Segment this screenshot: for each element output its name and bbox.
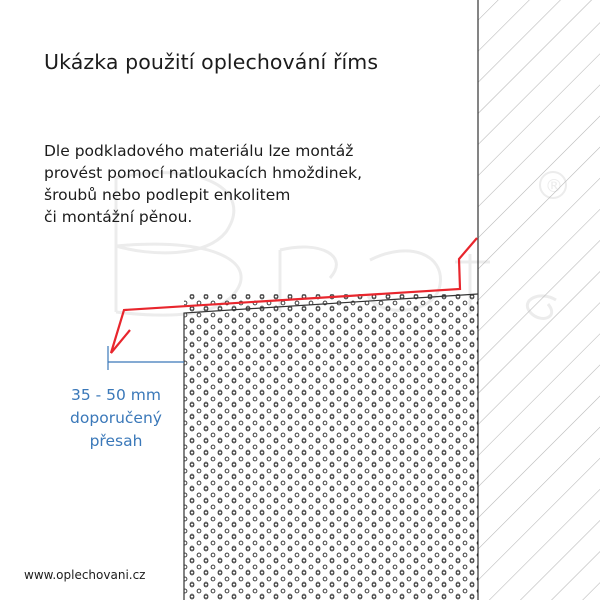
overhang-size: 35 - 50 mm: [70, 386, 162, 404]
sill-masonry: [184, 294, 478, 600]
mounting-description: [44, 140, 464, 228]
description-line: šroubů nebo podlepit enkolitem: [44, 186, 291, 204]
description-line: Dle podkladového materiálu lze montáž: [44, 142, 354, 160]
description-line: provést pomocí natloukacích hmoždinek,: [44, 164, 363, 182]
page-title: Ukázka použití oplechování říms: [44, 50, 379, 74]
description-line: či montážní pěnou.: [44, 208, 193, 226]
overhang-dimension: [108, 346, 184, 370]
overhang-label: [28, 384, 204, 453]
website-link[interactable]: www.oplechovani.cz: [24, 568, 146, 582]
wall: [478, 0, 600, 600]
overhang-caption: doporučený: [70, 409, 162, 427]
overhang-caption: přesah: [89, 432, 143, 450]
